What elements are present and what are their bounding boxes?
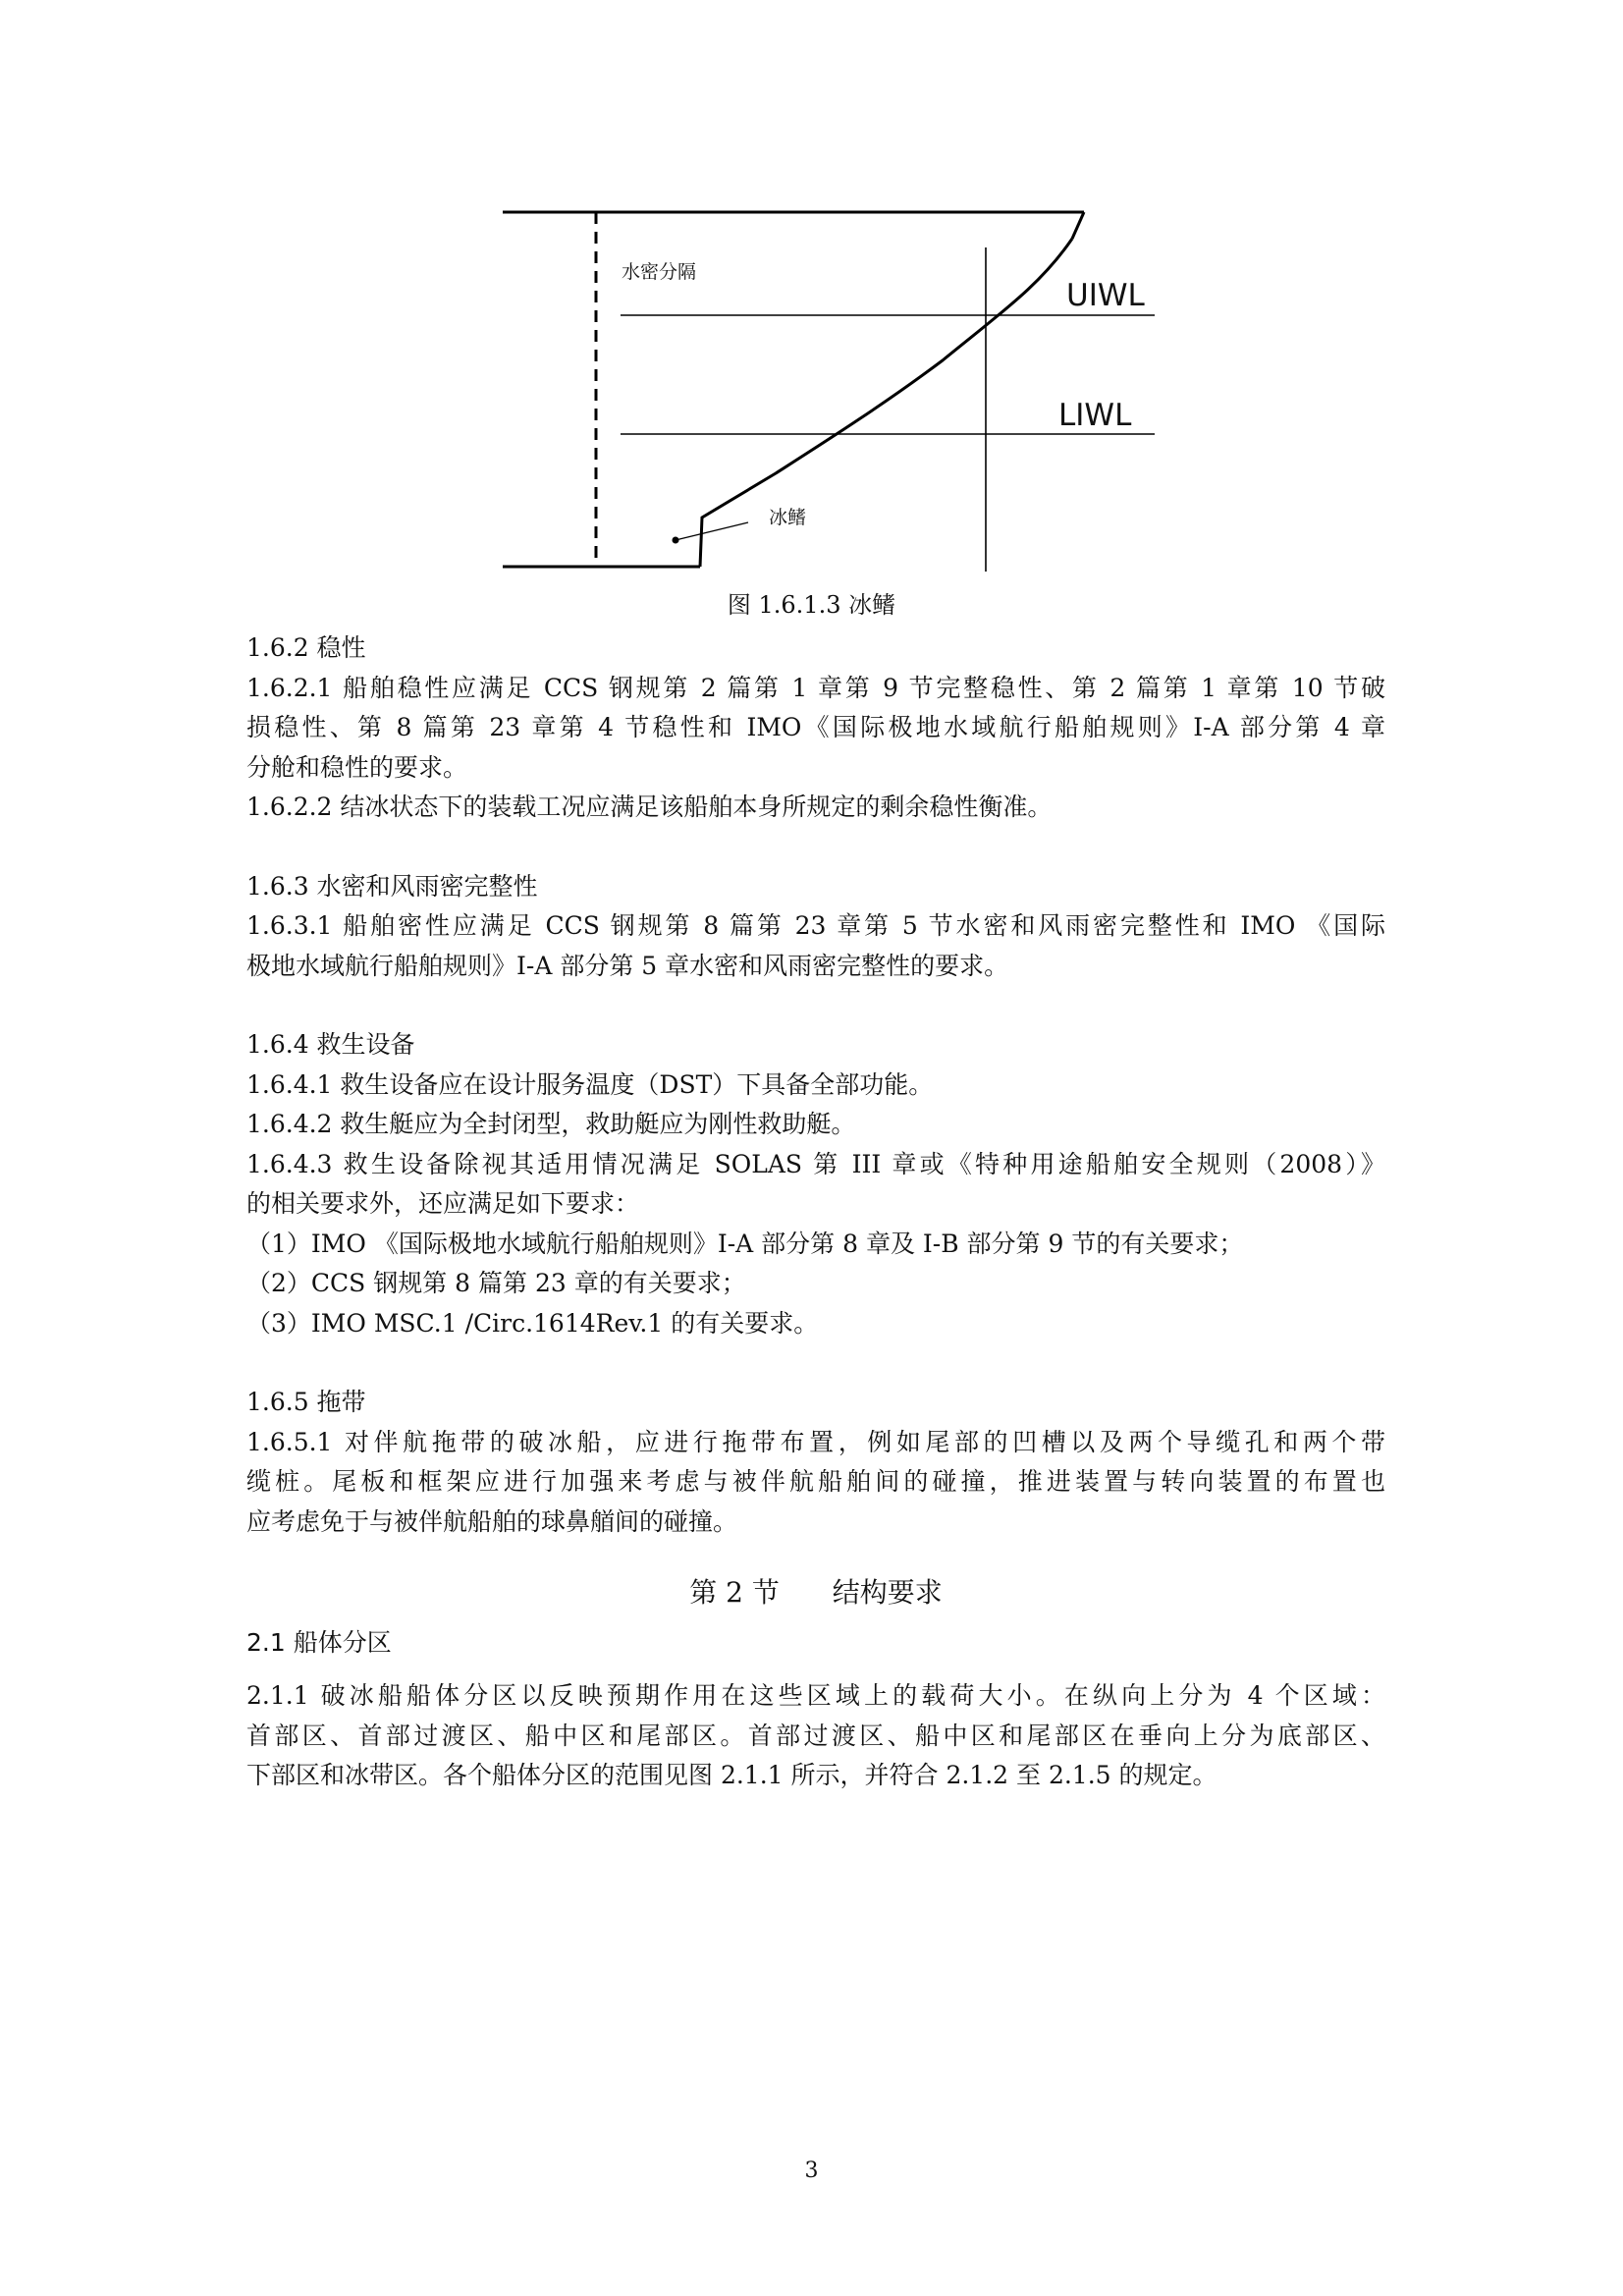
section-2-name: 结构要求 — [832, 1576, 943, 1609]
section-2-title — [246, 1573, 1385, 1613]
paragraph-1-6-5-1-line1: 1.6.5.1 对伴航拖带的破冰船，应进行拖带布置，例如尾部的凹槽以及两个导缆孔和两个带 — [246, 1427, 1385, 1456]
ice-skeg-diagram — [491, 196, 1178, 584]
paragraph-1-6-2-1-line1: 1.6.2.1 船舶稳性应满足 CCS 钢规第 2 篇第 1 章第 9 节完整稳性、第 2 篇第 1 章第 10 节破 — [246, 673, 1385, 702]
heading-1-6-4: 1.6.4 救生设备 — [246, 1030, 415, 1059]
document-body — [246, 629, 1385, 1796]
paragraph-1-6-2-2: 1.6.2.2 结冰状态下的装载工况应满足该船舶本身所规定的剩余稳性衡准。 — [246, 793, 1053, 821]
heading-1-6-5: 1.6.5 拖带 — [246, 1388, 366, 1416]
paragraph-2-1-1-line1: 2.1.1 破冰船船体分区以反映预期作用在这些区域上的载荷大小。在纵向上分为 4 个区域： — [246, 1681, 1385, 1710]
list-item-2: （2）CCS 钢规第 8 篇第 23 章的有关要求； — [246, 1269, 746, 1297]
paragraph-1-6-2-1-line3: 分舱和稳性的要求。 — [246, 752, 468, 782]
skeg-leader-dot — [673, 537, 679, 544]
list-item-1: （1）IMO 《国际极地水域航行船舶规则》I-A 部分第 8 章及 I-B 部分第 9 节的有关要求； — [246, 1229, 1244, 1258]
heading-1-6-3: 1.6.3 水密和风雨密完整性 — [246, 871, 538, 901]
heading-2-1: 2.1 船体分区 — [246, 1627, 392, 1657]
uiwl-label: UIWL — [1066, 278, 1145, 313]
paragraph-2-1-1-line3: 下部区和冰带区。各个船体分区的范围见图 2.1.1 所示，并符合 2.1.2 至 2.1.5 的规定。 — [246, 1761, 1217, 1789]
list-item-3: （3）IMO MSC.1 /Circ.1614Rev.1 的有关要求。 — [246, 1308, 819, 1338]
paragraph-1-6-4-3-line1: 1.6.4.3 救生设备除视其适用情况满足 SOLAS 第 III 章或《特种用途船舶安全规则（2008）》 — [246, 1149, 1385, 1178]
liwl-label: LIWL — [1058, 398, 1132, 433]
paragraph-1-6-4-2: 1.6.4.2 救生艇应为全封闭型，救助艇应为刚性救助艇。 — [246, 1110, 856, 1138]
section-2-number: 第 2 节 — [689, 1576, 780, 1609]
skeg-leader-line — [676, 522, 748, 540]
page-number: 3 — [804, 2159, 819, 2183]
spacer — [246, 986, 1385, 1025]
heading-1-6-2: 1.6.2 稳性 — [246, 633, 366, 662]
spacer — [246, 1343, 1385, 1383]
watertight-bulkhead-label: 水密分隔 — [622, 261, 697, 283]
paragraph-1-6-4-1: 1.6.4.1 救生设备应在设计服务温度（DST）下具备全部功能。 — [246, 1069, 934, 1099]
ice-skeg-label: 冰鳍 — [769, 507, 807, 528]
paragraph-1-6-3-1-line1: 1.6.3.1 船舶密性应满足 CCS 钢规第 8 篇第 23 章第 5 节水密和风雨密完整性和 IMO 《国际 — [246, 911, 1385, 940]
paragraph-1-6-4-3-line2: 的相关要求外，还应满足如下要求： — [246, 1189, 640, 1218]
paragraph-2-1-1-line2: 首部区、首部过渡区、船中区和尾部区。首部过渡区、船中区和尾部区在垂向上分为底部区、 — [246, 1721, 1385, 1750]
paragraph-1-6-5-1-line3: 应考虑免于与被伴航船舶的球鼻艏间的碰撞。 — [246, 1506, 738, 1536]
paragraph-1-6-5-1-line2: 缆桩。尾板和框架应进行加强来考虑与被伴航船舶间的碰撞，推进装置与转向装置的布置也 — [246, 1467, 1385, 1496]
paragraph-1-6-3-1-line2: 极地水域航行船舶规则》I-A 部分第 5 章水密和风雨密完整性的要求。 — [246, 951, 1009, 980]
ice-skeg-figure — [491, 196, 1178, 584]
bow-top-edge — [1072, 212, 1084, 239]
stem-profile — [700, 239, 1072, 567]
spacer — [246, 828, 1385, 867]
paragraph-1-6-2-1-line2: 损稳性、第 8 篇第 23 章第 4 节稳性和 IMO《国际极地水域航行船舶规则》I-A 部分第 4 章 — [246, 713, 1385, 741]
figure-caption: 图 1.6.1.3 冰鳍 — [727, 591, 896, 619]
